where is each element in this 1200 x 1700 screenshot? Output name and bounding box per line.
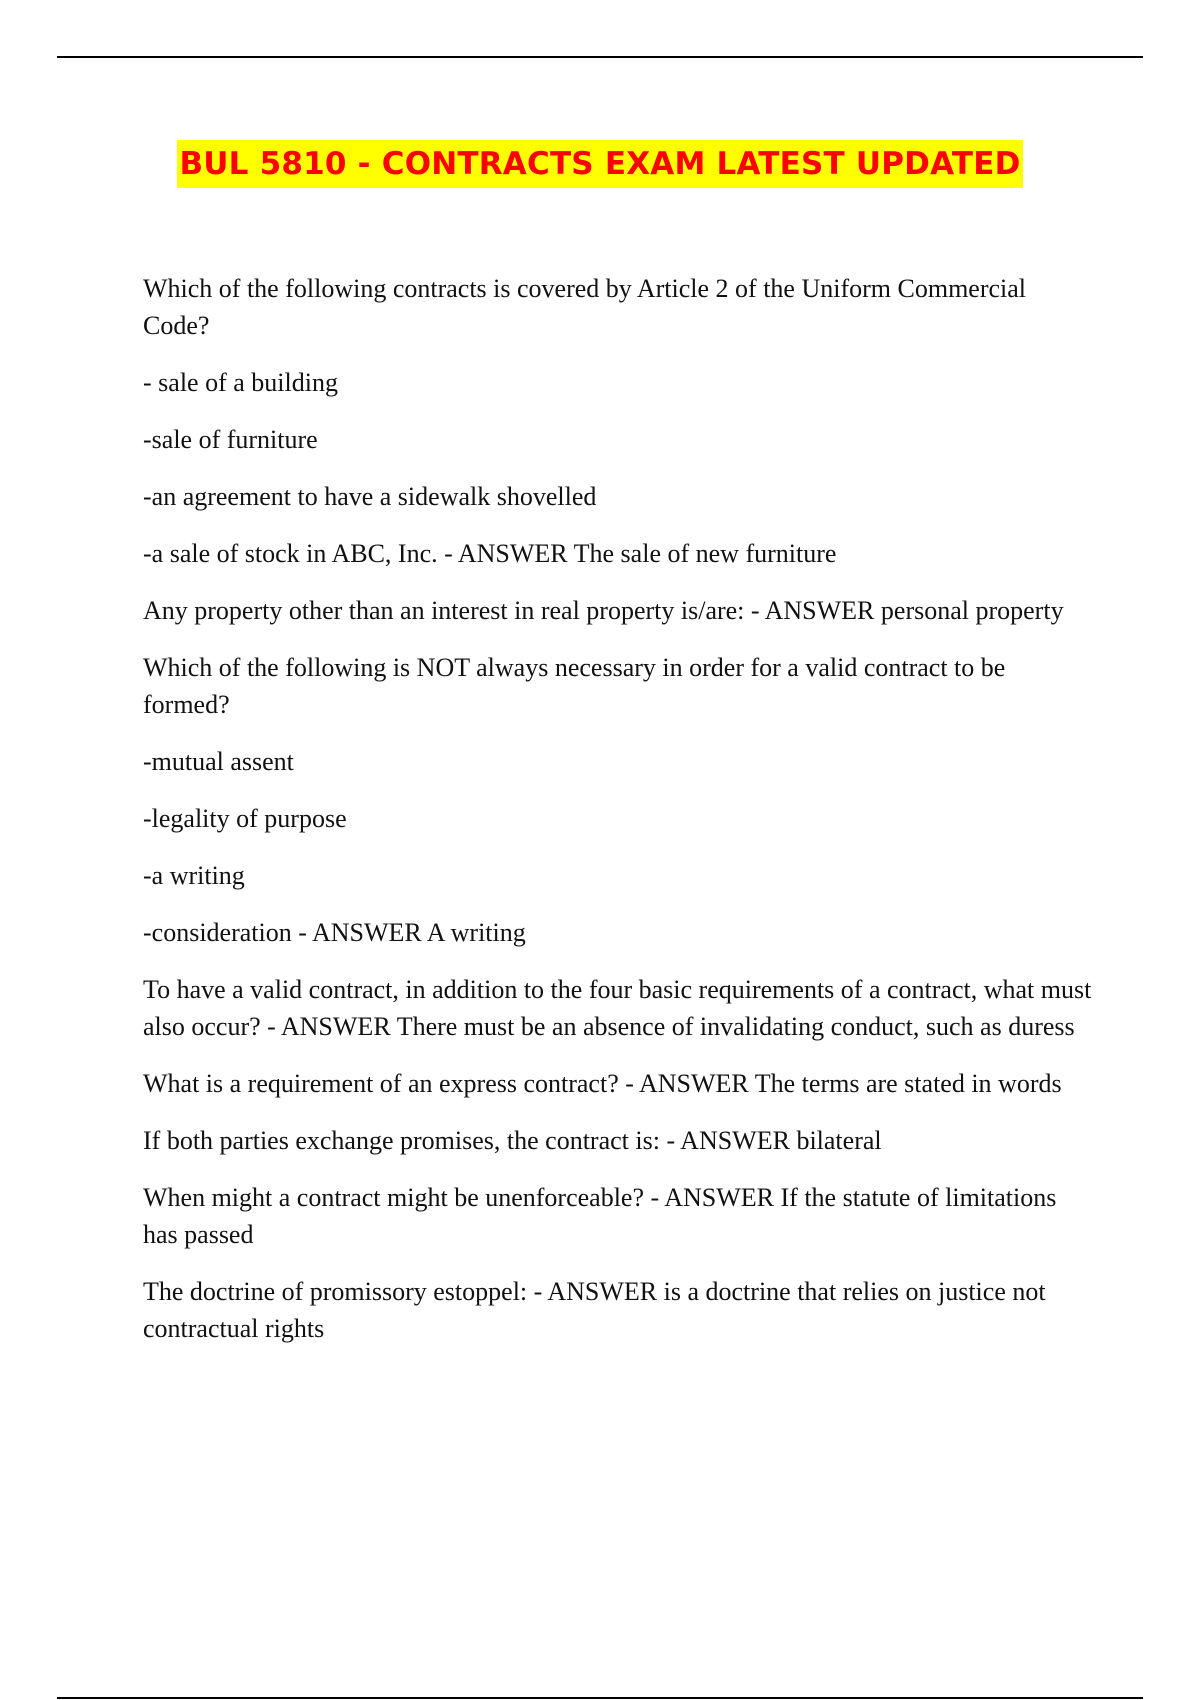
question-1-option-1: - sale of a building — [143, 368, 338, 397]
footer-rule — [57, 1697, 1143, 1699]
header-rule — [57, 56, 1143, 58]
question-3-option-1: -mutual assent — [143, 747, 294, 776]
question-1-option-3: -an agreement to have a sidewalk shovelled — [143, 482, 597, 511]
question-6: If both parties exchange promises, the contract is: - ANSWER bilateral — [143, 1126, 882, 1155]
title-container — [0, 140, 1200, 188]
question-3-option-4-answer: -consideration - ANSWER A writing — [143, 918, 526, 947]
question-1-option-4-answer: -a sale of stock in ABC, Inc. - ANSWER The sale of new furniture — [143, 539, 837, 568]
question-3-option-2: -legality of purpose — [143, 804, 347, 833]
question-1-option-2: -sale of furniture — [143, 425, 318, 454]
question-4: To have a valid contract, in addition to the four basic requirements of a contract, what must also occur? - ANSWER There must be an absence of invalidating conduct, such as duress — [143, 975, 1092, 1041]
document-title: BUL 5810 - CONTRACTS EXAM LATEST UPDATED — [177, 140, 1022, 188]
document-body — [143, 270, 1093, 1367]
question-8: The doctrine of promissory estoppel: - ANSWER is a doctrine that relies on justice not contractual rights — [143, 1277, 1046, 1343]
question-7: When might a contract might be unenforceable? - ANSWER If the statute of limitations has passed — [143, 1183, 1057, 1249]
question-3-text: Which of the following is NOT always necessary in order for a valid contract to be formed? — [143, 653, 1006, 719]
question-5: What is a requirement of an express contract? - ANSWER The terms are stated in words — [143, 1069, 1062, 1098]
question-1-text: Which of the following contracts is covered by Article 2 of the Uniform Commercial Code? — [143, 274, 1027, 340]
question-3-option-3: -a writing — [143, 861, 245, 890]
question-2: Any property other than an interest in real property is/are: - ANSWER personal property — [143, 596, 1064, 625]
